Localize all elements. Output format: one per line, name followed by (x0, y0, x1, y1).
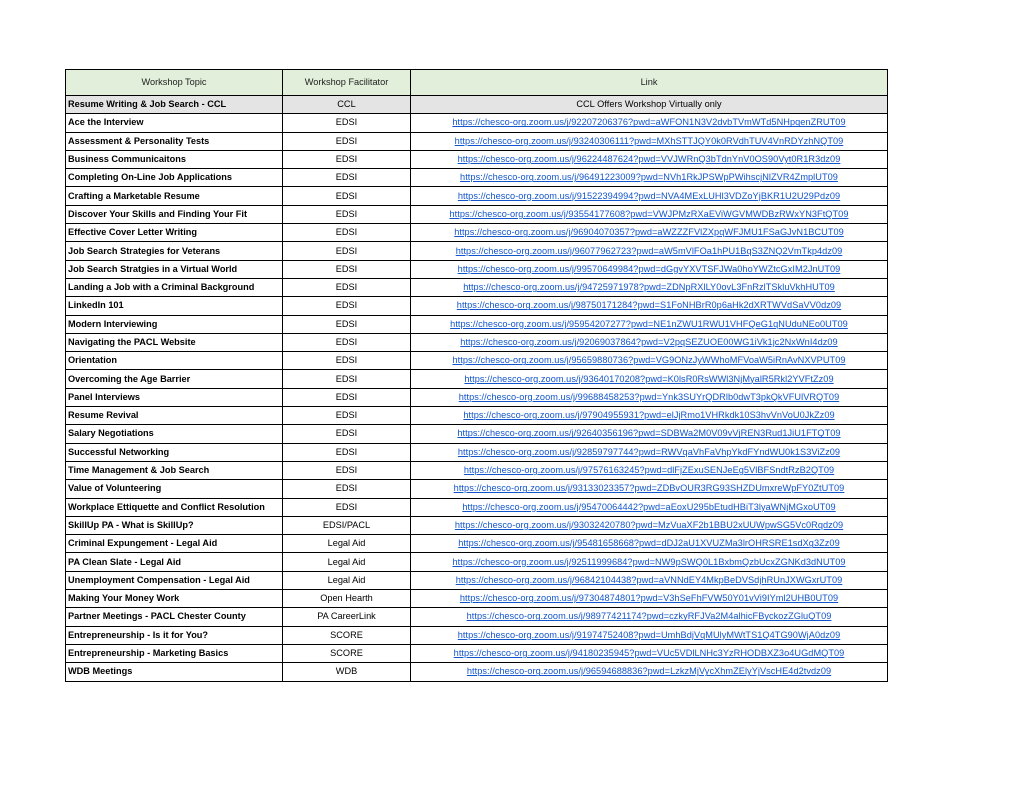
zoom-link[interactable]: https://chesco-org.zoom.us/j/95954207277?pwd=NE1nZWU1RWU1VHFQeG1qNUduNEo0UT09 (411, 315, 888, 333)
facilitator-cell: EDSI (283, 187, 411, 205)
table-row (66, 187, 888, 205)
workshop-topic-cell: Assessment & Personality Tests (66, 132, 283, 150)
zoom-link[interactable]: https://chesco-org.zoom.us/j/96077962723?pwd=aW5mVlFOa1hPU1BqS3ZNQ2VmTkp4dz09 (411, 242, 888, 260)
table-row (66, 224, 888, 242)
workshop-topic-cell: Business Communicaitons (66, 150, 283, 168)
table-row (66, 96, 888, 114)
workshop-topic-cell: Successful Networking (66, 443, 283, 461)
workshop-topic-cell: Panel Interviews (66, 388, 283, 406)
workshop-topic-cell: Making Your Money Work (66, 590, 283, 608)
table-row (66, 535, 888, 553)
table-row (66, 608, 888, 626)
zoom-link[interactable]: https://chesco-org.zoom.us/j/98977421174?pwd=czkyRFJVa2M4alhicFByckozZGluQT09 (411, 608, 888, 626)
workshop-topic-cell: Unemployment Compensation - Legal Aid (66, 571, 283, 589)
zoom-link[interactable]: https://chesco-org.zoom.us/j/96842104438?pwd=aVNNdEY4MkpBeDVSdjhRUnJXWGxrUT09 (411, 571, 888, 589)
workshop-topic-cell: Time Management & Job Search (66, 461, 283, 479)
zoom-link[interactable]: https://chesco-org.zoom.us/j/96904070357?pwd=aWZZZFVlZXpqWFJMU1FSaGJvN1BCUT09 (411, 224, 888, 242)
workshop-topic-cell: Landing a Job with a Criminal Background (66, 278, 283, 296)
facilitator-cell: PA CareerLink (283, 608, 411, 626)
workshop-topic-cell: Resume Revival (66, 407, 283, 425)
facilitator-cell: EDSI (283, 407, 411, 425)
table-row (66, 663, 888, 681)
zoom-link[interactable]: https://chesco-org.zoom.us/j/97304874801?pwd=V3hSeFhFVW50Y01vVi9IYml2UHB0UT09 (411, 590, 888, 608)
zoom-link[interactable]: https://chesco-org.zoom.us/j/95481658668?pwd=dDJ2aU1XVUZMa3lrOHRSRE1sdXg3Zz09 (411, 535, 888, 553)
table-row (66, 150, 888, 168)
facilitator-cell: EDSI (283, 388, 411, 406)
zoom-link[interactable]: https://chesco-org.zoom.us/j/92207206376?pwd=aWFON1N3V2dvbTVmWTd5NHpqenZRUT09 (411, 114, 888, 132)
workshop-topic-cell: Discover Your Skills and Finding Your Fit (66, 205, 283, 223)
table-row (66, 425, 888, 443)
workshop-topic-cell: Overcoming the Age Barrier (66, 370, 283, 388)
zoom-link[interactable]: https://chesco-org.zoom.us/j/93554177608?pwd=VWJPMzRXaEViWGVMWDBzRWxYN3FtQT09 (411, 205, 888, 223)
table-row (66, 626, 888, 644)
facilitator-cell: EDSI (283, 297, 411, 315)
facilitator-cell: EDSI (283, 224, 411, 242)
workshop-topic-cell: Crafting a Marketable Resume (66, 187, 283, 205)
workshop-topic-cell: Ace the Interview (66, 114, 283, 132)
facilitator-cell: EDSI (283, 333, 411, 351)
workshop-topic-cell: Criminal Expungement - Legal Aid (66, 535, 283, 553)
table-row (66, 553, 888, 571)
workshop-topic-cell: Entrepreneurship - Is it for You? (66, 626, 283, 644)
workshop-topic-cell: Navigating the PACL Website (66, 333, 283, 351)
zoom-link[interactable]: https://chesco-org.zoom.us/j/99570649984?pwd=dGgvYXVTSFJWa0hoYWZtcGxIM2JnUT09 (411, 260, 888, 278)
facilitator-cell: EDSI (283, 315, 411, 333)
workshop-topic-cell: Job Search Strategies for Veterans (66, 242, 283, 260)
zoom-link[interactable]: https://chesco-org.zoom.us/j/96224487624?pwd=VVJWRnQ3bTdnYnV0OS90Vyt0R1R3dz09 (411, 150, 888, 168)
zoom-link[interactable]: https://chesco-org.zoom.us/j/93032420780?pwd=MzVuaXF2b1BBU2xUUWpwSG5Vc0Rqdz09 (411, 516, 888, 534)
facilitator-cell: SCORE (283, 644, 411, 662)
header-workshop-facilitator: Workshop Facilitator (283, 70, 411, 96)
zoom-link[interactable]: https://chesco-org.zoom.us/j/92511999684?pwd=NW9pSWQ0L1BxbmQzbUcxZGNKd3dNUT09 (411, 553, 888, 571)
facilitator-cell: EDSI (283, 242, 411, 260)
workshop-topic-cell: Workplace Ettiquette and Conflict Resolution (66, 498, 283, 516)
facilitator-cell: EDSI (283, 480, 411, 498)
workshop-topic-cell: PA Clean Slate - Legal Aid (66, 553, 283, 571)
workshop-topic-cell: Effective Cover Letter Writing (66, 224, 283, 242)
facilitator-cell: EDSI (283, 370, 411, 388)
table-row (66, 169, 888, 187)
facilitator-cell: EDSI (283, 498, 411, 516)
facilitator-cell: Legal Aid (283, 553, 411, 571)
workshop-topic-cell: Resume Writing & Job Search - CCL (66, 96, 283, 114)
table-row (66, 443, 888, 461)
header-link: Link (411, 70, 888, 96)
facilitator-cell: CCL (283, 96, 411, 114)
table-row (66, 516, 888, 534)
zoom-link[interactable]: https://chesco-org.zoom.us/j/91974752408?pwd=UmhBdjVqMUlyMWtTS1Q4TG90WjA0dz09 (411, 626, 888, 644)
workshop-topic-cell: Orientation (66, 352, 283, 370)
zoom-link[interactable]: https://chesco-org.zoom.us/j/92859797744?pwd=RWVqaVhFaVhpYkdFYndWU0k1S3ViZz09 (411, 443, 888, 461)
table-row (66, 407, 888, 425)
table-row (66, 388, 888, 406)
workshop-topic-cell: WDB Meetings (66, 663, 283, 681)
facilitator-cell: EDSI (283, 150, 411, 168)
zoom-link[interactable]: https://chesco-org.zoom.us/j/93640170208?pwd=K0lsR0RsWWl3NjMyalR5Rkl2YVFtZz09 (411, 370, 888, 388)
workshop-topic-cell: Partner Meetings - PACL Chester County (66, 608, 283, 626)
table-row (66, 205, 888, 223)
table-row (66, 315, 888, 333)
facilitator-cell: SCORE (283, 626, 411, 644)
facilitator-cell: EDSI (283, 352, 411, 370)
facilitator-cell: Legal Aid (283, 535, 411, 553)
facilitator-cell: EDSI (283, 205, 411, 223)
workshop-topic-cell: Salary Negotiations (66, 425, 283, 443)
facilitator-cell: EDSI (283, 169, 411, 187)
zoom-link[interactable]: https://chesco-org.zoom.us/j/94725971978?pwd=ZDNpRXlLY0ovL3FnRzlTSkluVkhHUT09 (411, 278, 888, 296)
zoom-link[interactable]: https://chesco-org.zoom.us/j/94180235945?pwd=VUc5VDlLNHc3YzRHODBXZ3o4UGdMQT09 (411, 644, 888, 662)
facilitator-cell: EDSI/PACL (283, 516, 411, 534)
zoom-link[interactable]: https://chesco-org.zoom.us/j/93240306111?pwd=MXhSTTJQY0k0RVdhTUV4VnRDYzhNQT09 (411, 132, 888, 150)
facilitator-cell: EDSI (283, 461, 411, 479)
workshop-topic-cell: LinkedIn 101 (66, 297, 283, 315)
facilitator-cell: EDSI (283, 260, 411, 278)
zoom-link[interactable]: https://chesco-org.zoom.us/j/93133023357?pwd=ZDBvOUR3RG93SHZDUmxreWpFY0ZtUT09 (411, 480, 888, 498)
header-workshop-topic: Workshop Topic (66, 70, 283, 96)
zoom-link[interactable]: https://chesco-org.zoom.us/j/95470064442?pwd=aEoxU295bEtudHBiT3lyaWNjMGxoUT09 (411, 498, 888, 516)
table-row (66, 590, 888, 608)
table-row (66, 352, 888, 370)
table-row (66, 114, 888, 132)
table-row (66, 242, 888, 260)
table-row (66, 644, 888, 662)
table-row (66, 498, 888, 516)
zoom-link[interactable]: https://chesco-org.zoom.us/j/92640356196?pwd=SDBWa2M0V09vVjREN3Rud1JiU1FTQT09 (411, 425, 888, 443)
facilitator-cell: Open Hearth (283, 590, 411, 608)
table-row (66, 260, 888, 278)
zoom-link[interactable]: https://chesco-org.zoom.us/j/91522394994?pwd=NVA4MExLUHl3VDZoYjBKR1U2U29Pdz09 (411, 187, 888, 205)
zoom-link[interactable]: https://chesco-org.zoom.us/j/97576163245?pwd=dlFjZExuSENJeEg5VlBFSndtRzB2QT09 (411, 461, 888, 479)
zoom-link[interactable]: https://chesco-org.zoom.us/j/96594688836?pwd=LzkzMjVycXhmZElyYjVscHE4d2tvdz09 (411, 663, 888, 681)
table-row (66, 132, 888, 150)
facilitator-cell: EDSI (283, 278, 411, 296)
zoom-link[interactable]: https://chesco-org.zoom.us/j/98750171284?pwd=S1FoNHBrR0p6aHk2dXRTWVdSaVV0dz09 (411, 297, 888, 315)
workshop-topic-cell: Entrepreneurship - Marketing Basics (66, 644, 283, 662)
facilitator-cell: WDB (283, 663, 411, 681)
zoom-link[interactable]: https://chesco-org.zoom.us/j/99688458253?pwd=Ynk3SUYrQDRlb0dwT3pkQkVFUlVRQT09 (411, 388, 888, 406)
table-row (66, 297, 888, 315)
facilitator-cell: EDSI (283, 443, 411, 461)
facilitator-cell: EDSI (283, 132, 411, 150)
table-row (66, 333, 888, 351)
zoom-link[interactable]: https://chesco-org.zoom.us/j/97904955931?pwd=elJjRmo1VHRkdk10S3hvVnVoU0JkZz09 (411, 407, 888, 425)
table-row (66, 278, 888, 296)
facilitator-cell: EDSI (283, 114, 411, 132)
header-row (66, 70, 888, 96)
facilitator-cell: Legal Aid (283, 571, 411, 589)
link-note-cell: CCL Offers Workshop Virtually only (411, 96, 888, 114)
facilitator-cell: EDSI (283, 425, 411, 443)
table-row (66, 461, 888, 479)
zoom-link[interactable]: https://chesco-org.zoom.us/j/92069037864?pwd=V2pqSEZUOE00WG1iVk1jc2NxWnI4dz09 (411, 333, 888, 351)
zoom-link[interactable]: https://chesco-org.zoom.us/j/95659880736?pwd=VG9ONzJyWWhoMFVoaW5iRnAvNXVPUT09 (411, 352, 888, 370)
workshop-topic-cell: SkillUp PA - What is SkillUp? (66, 516, 283, 534)
table-row (66, 370, 888, 388)
workshop-topic-cell: Completing On-Line Job Applications (66, 169, 283, 187)
table-row (66, 480, 888, 498)
workshop-topic-cell: Job Search Stratgies in a Virtual World (66, 260, 283, 278)
table-row (66, 571, 888, 589)
zoom-link[interactable]: https://chesco-org.zoom.us/j/96491223009?pwd=NVh1RkJPSWpPWihscjNlZVR4ZmplUT09 (411, 169, 888, 187)
workshop-table (65, 69, 888, 682)
workshop-topic-cell: Value of Volunteering (66, 480, 283, 498)
workshop-topic-cell: Modern Interviewing (66, 315, 283, 333)
